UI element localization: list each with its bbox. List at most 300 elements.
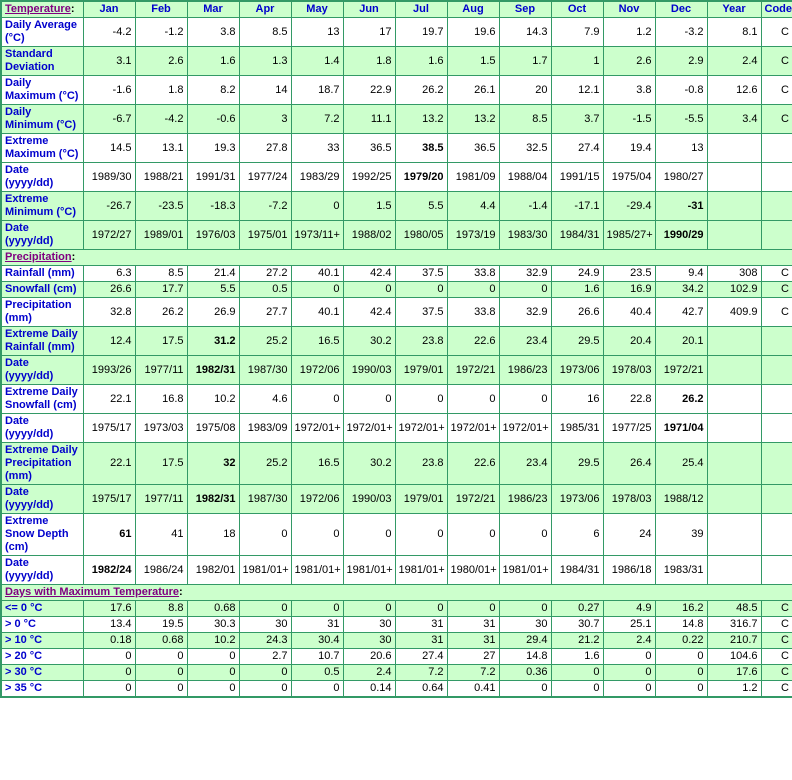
value-cell: 1983/29 [291,163,343,192]
code-cell: C [761,649,792,665]
value-cell: 2.6 [135,47,187,76]
value-cell: 0 [135,665,187,681]
row-label: Extreme Minimum (°C) [1,192,83,221]
code-cell: C [761,47,792,76]
value-cell: 8.5 [239,18,291,47]
row-label: Extreme Daily Precipitation (mm) [1,443,83,485]
section-header-row [1,250,792,266]
value-cell: 4.6 [239,385,291,414]
value-cell: 1975/04 [603,163,655,192]
value-cell: 1988/02 [343,221,395,250]
value-cell: 1.7 [499,47,551,76]
value-cell: 8.5 [135,266,187,282]
value-cell: 19.4 [603,134,655,163]
value-cell: 12.1 [551,76,603,105]
row-label: > 20 °C [1,649,83,665]
row-label: Date (yyyy/dd) [1,163,83,192]
value-cell: -23.5 [135,192,187,221]
value-cell: 1.3 [239,47,291,76]
value-cell: 1977/11 [135,485,187,514]
value-cell: 1977/25 [603,414,655,443]
value-cell: 22.6 [447,443,499,485]
value-cell: 1980/05 [395,221,447,250]
value-cell: 33 [291,134,343,163]
value-cell: 27 [447,649,499,665]
value-cell: 30.7 [551,617,603,633]
value-cell: 2.6 [603,47,655,76]
value-cell: 27.4 [551,134,603,163]
value-cell: 19.6 [447,18,499,47]
value-cell: 0 [343,282,395,298]
value-cell: 8.5 [499,105,551,134]
month-header-feb: Feb [135,1,187,18]
year-cell: 210.7 [707,633,761,649]
value-cell: 0 [447,385,499,414]
table-row [1,47,792,76]
code-cell: C [761,76,792,105]
value-cell: -26.7 [83,192,135,221]
section-title-colon: : [70,3,75,15]
value-cell: 0 [395,385,447,414]
value-cell: 26.9 [187,298,239,327]
value-cell: 0 [655,665,707,681]
value-cell: 26.4 [603,443,655,485]
value-cell: 2.4 [343,665,395,681]
code-cell [761,163,792,192]
year-cell [707,327,761,356]
value-cell: 1972/21 [447,356,499,385]
value-cell: 1986/23 [499,356,551,385]
value-cell: 1980/01+ [447,556,499,585]
table-row [1,414,792,443]
year-cell [707,192,761,221]
value-cell: 42.4 [343,266,395,282]
value-cell: -1.6 [83,76,135,105]
month-header-may: May [291,1,343,18]
value-cell: 30 [239,617,291,633]
table-row [1,601,792,617]
value-cell: 1988/21 [135,163,187,192]
table-row [1,221,792,250]
value-cell: 33.8 [447,298,499,327]
table-row [1,192,792,221]
value-cell: 42.4 [343,298,395,327]
value-cell: 0.14 [343,681,395,698]
value-cell: 5.5 [395,192,447,221]
row-label: Date (yyyy/dd) [1,356,83,385]
value-cell: 29.5 [551,327,603,356]
value-cell: 23.8 [395,327,447,356]
table-row [1,681,792,698]
row-label: Rainfall (mm) [1,266,83,282]
section-header-row [1,585,792,601]
year-cell [707,485,761,514]
value-cell: 1986/23 [499,485,551,514]
code-cell [761,327,792,356]
value-cell: 13.2 [447,105,499,134]
value-cell: 0 [395,514,447,556]
value-cell: 0 [499,514,551,556]
value-cell: 19.3 [187,134,239,163]
value-cell: 0 [551,665,603,681]
value-cell: 1983/31 [655,556,707,585]
value-cell: 0 [447,282,499,298]
value-cell: 14.3 [499,18,551,47]
value-cell: 1991/15 [551,163,603,192]
row-label: > 30 °C [1,665,83,681]
value-cell: 36.5 [447,134,499,163]
value-cell: 1.6 [395,47,447,76]
code-cell: C [761,665,792,681]
value-cell: 30.3 [187,617,239,633]
value-cell: 32.9 [499,266,551,282]
year-cell [707,414,761,443]
value-cell: 1978/03 [603,356,655,385]
value-cell: 0 [291,601,343,617]
value-cell: 0 [655,681,707,698]
value-cell: 40.1 [291,266,343,282]
value-cell: 3.8 [187,18,239,47]
value-cell: 1973/06 [551,356,603,385]
value-cell: 26.6 [551,298,603,327]
value-cell: 0 [291,385,343,414]
value-cell: 14.5 [83,134,135,163]
value-cell: 0.64 [395,681,447,698]
value-cell: 33.8 [447,266,499,282]
value-cell: 61 [83,514,135,556]
code-cell: C [761,266,792,282]
month-header-sep: Sep [499,1,551,18]
value-cell: -17.1 [551,192,603,221]
value-cell: 0 [499,601,551,617]
value-cell: 23.5 [603,266,655,282]
value-cell: 29.4 [499,633,551,649]
value-cell: 1973/06 [551,485,603,514]
value-cell: 10.2 [187,633,239,649]
value-cell: 8.8 [135,601,187,617]
value-cell: 1971/04 [655,414,707,443]
value-cell: 30 [343,633,395,649]
value-cell: 9.4 [655,266,707,282]
value-cell: 19.7 [395,18,447,47]
code-cell: C [761,633,792,649]
value-cell: 16 [551,385,603,414]
value-cell: 10.2 [187,385,239,414]
value-cell: 0 [83,649,135,665]
value-cell: 27.2 [239,266,291,282]
value-cell: 0 [291,192,343,221]
value-cell: 1990/29 [655,221,707,250]
value-cell: 0 [187,665,239,681]
value-cell: 0 [343,514,395,556]
year-cell: 308 [707,266,761,282]
table-row [1,105,792,134]
value-cell: 18.7 [291,76,343,105]
row-label: Standard Deviation [1,47,83,76]
value-cell: 39 [655,514,707,556]
value-cell: 1987/30 [239,356,291,385]
table-row [1,385,792,414]
table-row [1,443,792,485]
value-cell: 0 [239,601,291,617]
value-cell: 1986/24 [135,556,187,585]
value-cell: 1972/21 [655,356,707,385]
value-cell: 1989/30 [83,163,135,192]
month-header-jan: Jan [83,1,135,18]
value-cell: -18.3 [187,192,239,221]
value-cell: 0.27 [551,601,603,617]
row-label: Daily Minimum (°C) [1,105,83,134]
section-title-colon: : [179,586,183,598]
table-row [1,617,792,633]
value-cell: 5.5 [187,282,239,298]
section-header-cell-days-with-maximum-temperature [1,585,792,601]
month-header-jun: Jun [343,1,395,18]
value-cell: 0 [135,681,187,698]
value-cell: 1980/27 [655,163,707,192]
value-cell: 1982/01 [187,556,239,585]
code-cell [761,385,792,414]
value-cell: 1982/24 [83,556,135,585]
value-cell: 14.8 [499,649,551,665]
value-cell: 1975/17 [83,485,135,514]
section-title-colon: : [71,251,76,263]
table-row [1,266,792,282]
value-cell: 1984/31 [551,556,603,585]
value-cell: 1.4 [291,47,343,76]
value-cell: -1.5 [603,105,655,134]
value-cell: 1972/27 [83,221,135,250]
value-cell: 0 [291,282,343,298]
value-cell: 30.2 [343,327,395,356]
value-cell: 40.1 [291,298,343,327]
value-cell: 1987/30 [239,485,291,514]
year-cell: 17.6 [707,665,761,681]
value-cell: 0 [83,665,135,681]
row-label: Extreme Maximum (°C) [1,134,83,163]
value-cell: 1979/20 [395,163,447,192]
value-cell: 1979/01 [395,485,447,514]
section-header-cell-temperature [1,1,83,18]
value-cell: 1981/01+ [499,556,551,585]
value-cell: 0 [447,601,499,617]
value-cell: 1972/06 [291,485,343,514]
column-header-row [1,1,792,18]
year-cell: 8.1 [707,18,761,47]
value-cell: 0 [291,681,343,698]
value-cell: 16.5 [291,327,343,356]
table-row [1,134,792,163]
value-cell: 1972/01+ [291,414,343,443]
value-cell: 0 [447,514,499,556]
month-header-aug: Aug [447,1,499,18]
value-cell: 0 [395,282,447,298]
value-cell: 29.5 [551,443,603,485]
year-column-header: Year [707,1,761,18]
value-cell: 1977/11 [135,356,187,385]
value-cell: 25.2 [239,327,291,356]
value-cell: 14.8 [655,617,707,633]
value-cell: 1991/31 [187,163,239,192]
table-row [1,633,792,649]
value-cell: 1985/27+ [603,221,655,250]
value-cell: 1.2 [603,18,655,47]
value-cell: 0 [239,514,291,556]
year-cell: 3.4 [707,105,761,134]
value-cell: 4.9 [603,601,655,617]
value-cell: 0.68 [135,633,187,649]
row-label: Date (yyyy/dd) [1,556,83,585]
row-label: Date (yyyy/dd) [1,414,83,443]
value-cell: -29.4 [603,192,655,221]
value-cell: -0.6 [187,105,239,134]
code-cell [761,221,792,250]
section-link-temperature[interactable]: Temperature [5,3,71,15]
value-cell: 30.2 [343,443,395,485]
value-cell: 1992/25 [343,163,395,192]
value-cell: 31 [395,617,447,633]
value-cell: 2.4 [603,633,655,649]
value-cell: -7.2 [239,192,291,221]
month-header-jul: Jul [395,1,447,18]
value-cell: 16.9 [603,282,655,298]
year-cell [707,134,761,163]
value-cell: 17.5 [135,443,187,485]
value-cell: 1975/01 [239,221,291,250]
code-cell [761,485,792,514]
value-cell: 3.8 [603,76,655,105]
value-cell: 1972/01+ [343,414,395,443]
value-cell: 22.6 [447,327,499,356]
value-cell: 0 [603,665,655,681]
value-cell: 1990/03 [343,485,395,514]
year-cell: 409.9 [707,298,761,327]
value-cell: -3.2 [655,18,707,47]
value-cell: 0 [499,385,551,414]
code-cell [761,192,792,221]
value-cell: 1982/31 [187,356,239,385]
row-label: > 35 °C [1,681,83,698]
year-cell: 1.2 [707,681,761,698]
value-cell: 0.18 [83,633,135,649]
value-cell: 1982/31 [187,485,239,514]
value-cell: 22.9 [343,76,395,105]
value-cell: 1972/06 [291,356,343,385]
value-cell: 17 [343,18,395,47]
value-cell: 3 [239,105,291,134]
value-cell: 0 [499,681,551,698]
value-cell: 27.7 [239,298,291,327]
value-cell: 1.6 [187,47,239,76]
value-cell: 12.4 [83,327,135,356]
code-column-header: Code [761,1,792,18]
value-cell: 1978/03 [603,485,655,514]
year-cell: 12.6 [707,76,761,105]
value-cell: 31 [447,633,499,649]
table-row [1,485,792,514]
value-cell: 25.2 [239,443,291,485]
row-label: > 0 °C [1,617,83,633]
value-cell: 32.5 [499,134,551,163]
value-cell: 10.7 [291,649,343,665]
year-cell [707,163,761,192]
value-cell: 1981/01+ [291,556,343,585]
value-cell: 1990/03 [343,356,395,385]
value-cell: 21.4 [187,266,239,282]
value-cell: 1979/01 [395,356,447,385]
table-row [1,356,792,385]
value-cell: 16.2 [655,601,707,617]
value-cell: -6.7 [83,105,135,134]
value-cell: 40.4 [603,298,655,327]
year-cell [707,556,761,585]
value-cell: 11.1 [343,105,395,134]
row-label: Extreme Snow Depth (cm) [1,514,83,556]
value-cell: 6 [551,514,603,556]
code-cell [761,414,792,443]
table-row [1,163,792,192]
code-cell: C [761,282,792,298]
year-cell [707,385,761,414]
value-cell: 7.2 [447,665,499,681]
code-cell: C [761,18,792,47]
climate-table-body [1,1,792,697]
row-label: <= 0 °C [1,601,83,617]
value-cell: 32.8 [83,298,135,327]
table-row [1,18,792,47]
value-cell: 1972/21 [447,485,499,514]
code-cell [761,356,792,385]
value-cell: 17.7 [135,282,187,298]
value-cell: 0 [239,665,291,681]
value-cell: 13.4 [83,617,135,633]
value-cell: 16.8 [135,385,187,414]
value-cell: 30 [343,617,395,633]
value-cell: 20.6 [343,649,395,665]
value-cell: 0 [187,649,239,665]
value-cell: 1973/03 [135,414,187,443]
section-link-precipitation[interactable]: Precipitation [5,251,72,263]
value-cell: 1988/12 [655,485,707,514]
value-cell: 38.5 [395,134,447,163]
year-cell: 316.7 [707,617,761,633]
section-link-days-with-maximum-temperature[interactable]: Days with Maximum Temperature [5,586,180,598]
value-cell: 42.7 [655,298,707,327]
row-label: Snowfall (cm) [1,282,83,298]
value-cell: 0.5 [239,282,291,298]
value-cell: 31 [291,617,343,633]
month-header-nov: Nov [603,1,655,18]
value-cell: 1972/01+ [499,414,551,443]
value-cell: 7.2 [395,665,447,681]
value-cell: 0 [603,649,655,665]
value-cell: 23.8 [395,443,447,485]
value-cell: 1985/31 [551,414,603,443]
value-cell: 24.9 [551,266,603,282]
code-cell [761,556,792,585]
value-cell: 1.5 [343,192,395,221]
row-label: Date (yyyy/dd) [1,221,83,250]
value-cell: 20.4 [603,327,655,356]
value-cell: 16.5 [291,443,343,485]
value-cell: 32.9 [499,298,551,327]
value-cell: 25.4 [655,443,707,485]
value-cell: 1975/17 [83,414,135,443]
month-header-dec: Dec [655,1,707,18]
year-cell: 48.5 [707,601,761,617]
month-header-apr: Apr [239,1,291,18]
value-cell: 1.6 [551,282,603,298]
